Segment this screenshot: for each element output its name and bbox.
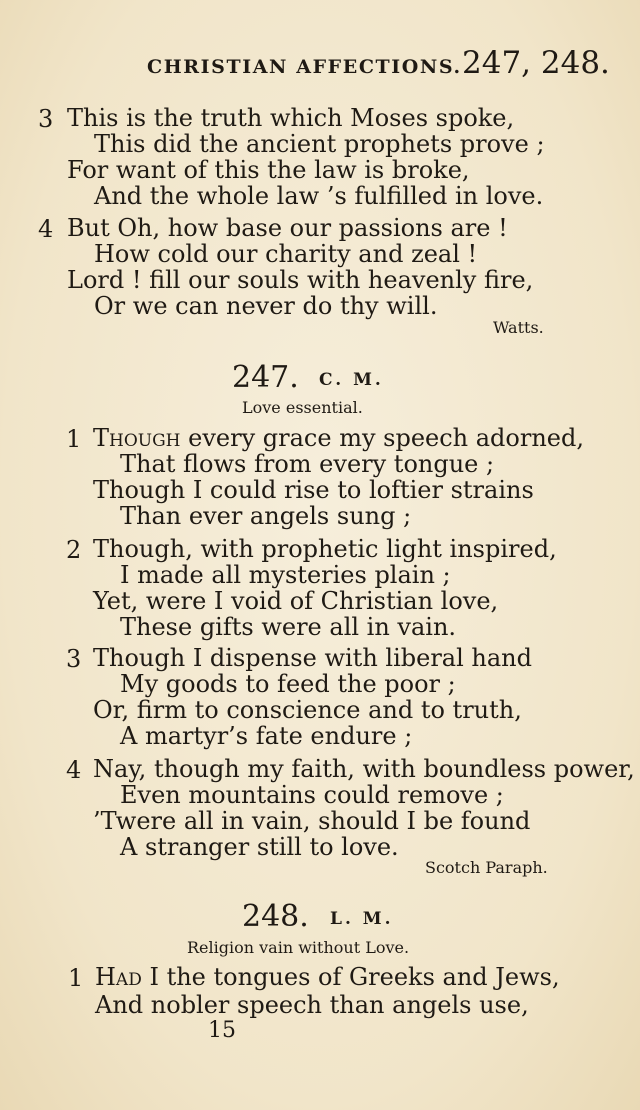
verse-line: I made all mysteries plain ; (120, 561, 451, 589)
verse-line: How cold our charity and zeal ! (94, 240, 478, 268)
hymn-meter: C. M. (319, 370, 384, 390)
running-header-hymn-numbers: 247, 248. (462, 45, 610, 81)
hymn-meter: L. M. (330, 909, 394, 929)
verse-line: That flows from every tongue ; (120, 450, 495, 478)
verse-line: But Oh, how base our passions are ! (67, 214, 508, 242)
attribution: Scotch Paraph. (425, 858, 548, 877)
verse-line: A martyr’s fate endure ; (120, 722, 413, 750)
verse-line: This did the ancient prophets prove ; (94, 130, 545, 158)
verse-line: This is the truth which Moses spoke, (67, 104, 515, 132)
verse-number: 1 (66, 425, 82, 453)
verse-number: 2 (66, 536, 82, 564)
verse-line: Or we can never do thy will. (94, 292, 438, 320)
verse-line: Nay, though my faith, with boundless power, (93, 755, 635, 783)
verse-line: Yet, were I void of Christian love, (93, 587, 499, 615)
verse-number: 4 (38, 215, 54, 243)
signature-mark: 15 (208, 1018, 236, 1043)
verse-line: Though every grace my speech adorned, (93, 424, 584, 452)
verse-line: A stranger still to love. (120, 833, 399, 861)
verse-line: Or, firm to conscience and to truth, (93, 696, 522, 724)
verse-line: These gifts were all in vain. (120, 613, 457, 641)
hymn-subtitle: Religion vain without Love. (187, 938, 410, 957)
verse-line: Lord ! fill our souls with heavenly fire, (67, 266, 534, 294)
verse-line: And nobler speech than angels use, (95, 991, 529, 1019)
verse-number: 4 (66, 756, 82, 784)
verse-line: ’Twere all in vain, should I be found (93, 807, 531, 835)
verse-first-word: Had (95, 963, 142, 991)
verse-line: Than ever angels sung ; (120, 502, 412, 530)
hymn-number: 247. (232, 360, 299, 395)
running-header-title: CHRISTIAN AFFECTIONS. (147, 56, 462, 78)
verse-line: Even mountains could remove ; (120, 781, 504, 809)
verse-number: 3 (66, 645, 82, 673)
verse-line: For want of this the law is broke, (67, 156, 470, 184)
verse-line: Though I dispense with liberal hand (93, 644, 532, 672)
hymn-number: 248. (242, 899, 309, 934)
verse-number: 1 (68, 964, 84, 992)
verse-number: 3 (38, 105, 54, 133)
verse-line: Though I could rise to loftier strains (93, 476, 534, 504)
verse-line: My goods to feed the poor ; (120, 670, 456, 698)
hymn-subtitle: Love essential. (242, 398, 363, 417)
verse-line: And the whole law ’s fulfilled in love. (94, 182, 544, 210)
verse-first-word: Though (93, 424, 181, 452)
attribution: Watts. (493, 318, 544, 337)
verse-line: Had I the tongues of Greeks and Jews, (95, 963, 560, 991)
verse-line: Though, with prophetic light inspired, (93, 535, 557, 563)
